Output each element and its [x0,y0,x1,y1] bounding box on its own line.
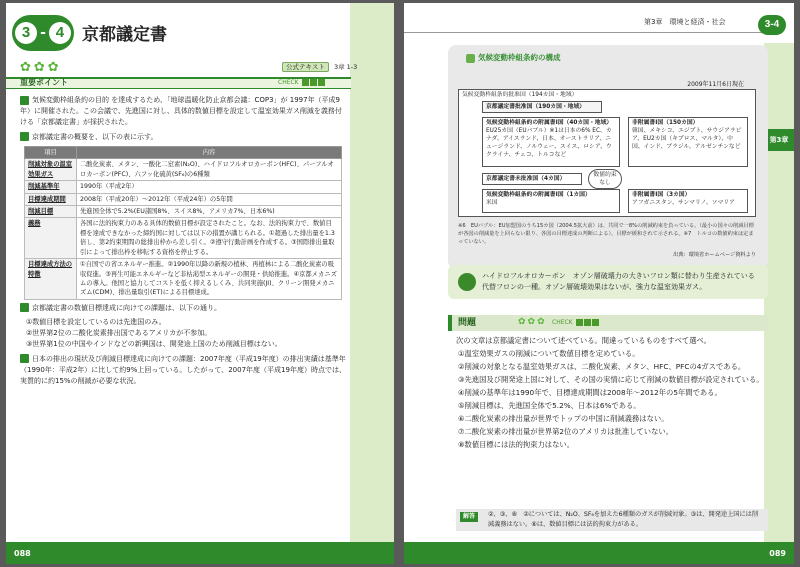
answer-tag: 解答 [460,512,478,522]
question-intro: 次の文章は京都議定書について述べている。間違っているものをすべて選べ。 [456,336,712,345]
table-cell-key: 目標達成方法の特徴 [25,259,77,300]
document-icon [466,54,475,63]
left-page [6,3,394,564]
table-cell-key: 削減目標 [25,205,77,217]
paragraph-text: 京都議定書の概要を、以下の表に示す。 [32,132,158,141]
diagram-nonratify-box: 京都議定書未批准国（4カ国） [482,173,582,185]
table-row [25,259,342,300]
check-box[interactable] [302,79,309,86]
diagram-us-box: 気候変動枠組条約の附属書Ⅰ国（1カ国） 米国 [482,189,620,213]
check-box[interactable] [310,79,317,86]
diagram-nonannex2-box: 非附属書Ⅰ国（3カ国） アフガニスタン、サンマリノ、ソマリア [628,189,748,213]
pencil-icon [20,303,29,312]
question-item: ②削減の対象となる温室効果ガスは、二酸化炭素、メタン、HFC、PFCの4ガスである。 [458,361,746,371]
table-row [25,181,342,193]
sprout-icon: ✿✿✿ [518,317,547,327]
answer-text: ②、③、⑧ ②については、N₂O、SF₆を加えた6種類のガスが削減対象。③は、開発途上国には削減義務はない。⑧は、数値目標には法的拘束力がある。 [488,511,759,528]
table-row [25,218,342,259]
chapter-tab[interactable]: 第3章 [764,129,794,151]
check-box[interactable] [318,79,325,86]
page-number-strip [6,542,394,564]
table-row [25,159,342,181]
leaf-icon [458,273,476,291]
paragraph [20,95,346,129]
diagram-panel [448,45,768,269]
diagram-annex1-body: EU25カ国（EUバブル）※1は日本の6% EC、カナダ、アイスランド、日本、オーストラリア、ニュージランド、ノルウェー、スイス、ロシア、ウクライナ、チェコ、トルコなど [486,128,612,159]
check-box[interactable] [592,319,599,326]
diagram-nonannex-body: 韓国、メキシコ、エジプト、サウジアラビア、EU2カ国（キプロス、マルタ）、中国、インド、ブラジル、アルゼンチンなど [632,128,742,151]
table-cell-key: 義務 [25,218,77,259]
table-cell-value: 二酸化炭素、メタン、一酸化二窒素(N₂O)、ハイドロフルオロカーボン(HFC)、パーフルオロカーボン(PFC)、六フッ化硫黄(SF₆)の6種類 [77,159,342,181]
paragraph [20,303,346,314]
section-number-chapter: 3 [15,22,37,44]
question-body [456,335,766,452]
question-item: ⑧数値目標には法的拘束力はない。 [458,439,574,449]
question-item: ③先進国及び開発途上国に対して、その国の実情に応じて削減の数値目標が設定されている。 [458,374,764,384]
diagram-title: 気候変動枠組条約の構成 [466,53,561,64]
list-item: ③世界第1位の中国やインドなどの新興国は、開発途上国のため削減目標はない。 [26,340,282,349]
table-cell-value: 先進国全体で5.2%(EU諸国8%、スイス8%、アメリカ7%、日本6%) [77,205,342,217]
text-ref-page: 3章 1-3 [333,63,358,71]
paragraph-text: 気候変動枠組条約の目的 を達成するため、「地球温暖化防止京都会議：COP3」が 1997年（平成9年）に開催された。この会議で、先進国に対し、具体的数値目標を設定して温室効果ガス削減を義務付ける「京都議定書」が採択された。 [20,96,342,127]
check-box[interactable] [584,319,591,326]
check-box[interactable] [576,319,583,326]
right-sidebar [764,43,794,564]
kyoto-summary-table [24,146,342,300]
text-ref-tag: 公式テキスト [282,62,329,72]
table-header: 内容 [77,146,342,158]
diagram-arrow-label: 数値約束なし [588,169,622,189]
section-badge-small: 3-4 [758,15,786,35]
paragraph [20,354,346,388]
table-cell-value: 2008年（平成20年）〜2012年（平成24年）の5年間 [77,193,342,205]
table-cell-value: ①自国での省エネルギー推進。②1990年以降の新規の植林、再植林による二酸化炭素の吸収促進。③再生可能エネルギーなど非枯渇型エネルギーの開発・供給推進。④京都メカニズムの導入。他国と協力してコストを低く抑えるしくみ、共同実施(JI)、クリーン開発メカニズム(CDM)、排出量取引(ET)による目標達成。 [77,259,342,300]
diagram-outer-label: 気候変動枠組条約批准国（194カ国・地域） [462,92,578,98]
question-item: ⑦二酸化炭素の排出量が世界第2位のアメリカは批准していない。 [458,426,673,436]
diagram-annex1-box [482,117,620,167]
diagram-nonannex-box [628,117,748,167]
left-sidebar [350,3,394,564]
key-points-title: 重要ポイント [20,78,68,87]
section-badge: 3 - 4 [12,15,74,51]
page-number: 089 [769,549,786,558]
question-item: ④削減の基準年は1990年で、目標達成期間は2008年〜2012年の5年間である。 [458,387,722,397]
check-boxes [278,77,325,89]
text-reference [282,63,357,72]
diagram-source: 出典：環境省ホームページ資料より [673,252,756,258]
table-row [25,205,342,217]
paragraph [20,132,346,143]
table-header: 項目 [25,146,77,158]
diagram-date: 2009年11月6日現在 [687,81,744,88]
table-cell-value: 1990年（平成2年） [77,181,342,193]
diagram-kyoto-box: 京都議定書批准国（190カ国・地域） [482,101,602,113]
section-title: 京都議定書 [82,25,167,45]
list-item: ②世界第2位の二酸化炭素排出国であるアメリカが不参加。 [26,329,212,338]
section-number-sub: 4 [49,22,71,44]
glossary-text: ハイドロフルオロカーボン オゾン層破壊力の大きいフロン類に替わり生産されている代替フロンの一種。オゾン層破壊効果はないが、強力な温室効果ガス。 [482,272,755,291]
check-label: CHECK [278,79,299,86]
list-item: ①数値目標を設定しているのは先進国のみ。 [26,318,166,327]
sprout-icon: ✿✿✿ [20,60,62,75]
table-cell-key: 削減基準年 [25,181,77,193]
question-title: 問題 [458,318,477,328]
paragraph-text: 日本の排出の現状及び削減目標達成に向けての課題：2007年度（平成19年度）の排出実績は基準年（1990年：平成2年）に比して約9%上回っている。したがって、2007年度（平成19年度）時点では、実質的に約15%の削減が必要な状況。 [20,354,346,385]
diagram-annex1-title: 気候変動枠組条約の附属書Ⅰ国（40カ国・地域） [486,120,613,126]
paragraph-text: 京都議定書の数値目標達成に向けての課題は、以下の通り。 [32,303,221,312]
diagram-nonannex-title: 非附属書Ⅰ国（150カ国） [632,120,699,126]
page-number: 088 [14,549,31,558]
pencil-icon [20,132,29,141]
table-row [25,193,342,205]
table-cell-key: 削減対象の温室効果ガス [25,159,77,181]
diagram-note: ※6 EUバブル：EU加盟国のうち15カ国（2004.5拡大前）は、共同で一8%の削減約束を負っている。（最小の国々の削減目標が各国の削減量を上回らない限り、各国の目標達成の判断による）。目標が緩和されて示される。※7 トルコの数値約束は定まっていない。 [458,223,754,245]
glossary-box [448,265,768,299]
question-item: ⑤削減目標は、先進国全体で5.2%、日本は6%である。 [458,400,641,410]
question-header [448,315,768,331]
page-number-strip [404,542,794,564]
table-cell-value: 各国に法的拘束力のある具体的数値目標が設定されたこと。なお、法的拘束力で、数値目標を達成できなかった締約国に対しては以下の措置が講じられる。①超過した排出量を1.3倍し、第2約束期間の総排出枠から差し引く。②遵守行動計画を作成する。③国際排出量取引によって排出枠を移転する資格を停止する。 [77,218,342,259]
answer-box [456,509,768,531]
pencil-icon [20,96,29,105]
table-cell-key: 目標達成期間 [25,193,77,205]
right-page [404,3,794,564]
pencil-icon [20,354,29,363]
question-check: CHECK [552,319,599,328]
question-item: ①温室効果ガスの削減について数値目標を定めている。 [458,348,640,358]
chapter-header-text: 第3章 環境と経済・社会 [644,18,726,26]
key-points-content [20,95,346,390]
question-item: ⑥二酸化炭素の排出量が世界でトップの中国に削減義務はない。 [458,413,669,423]
